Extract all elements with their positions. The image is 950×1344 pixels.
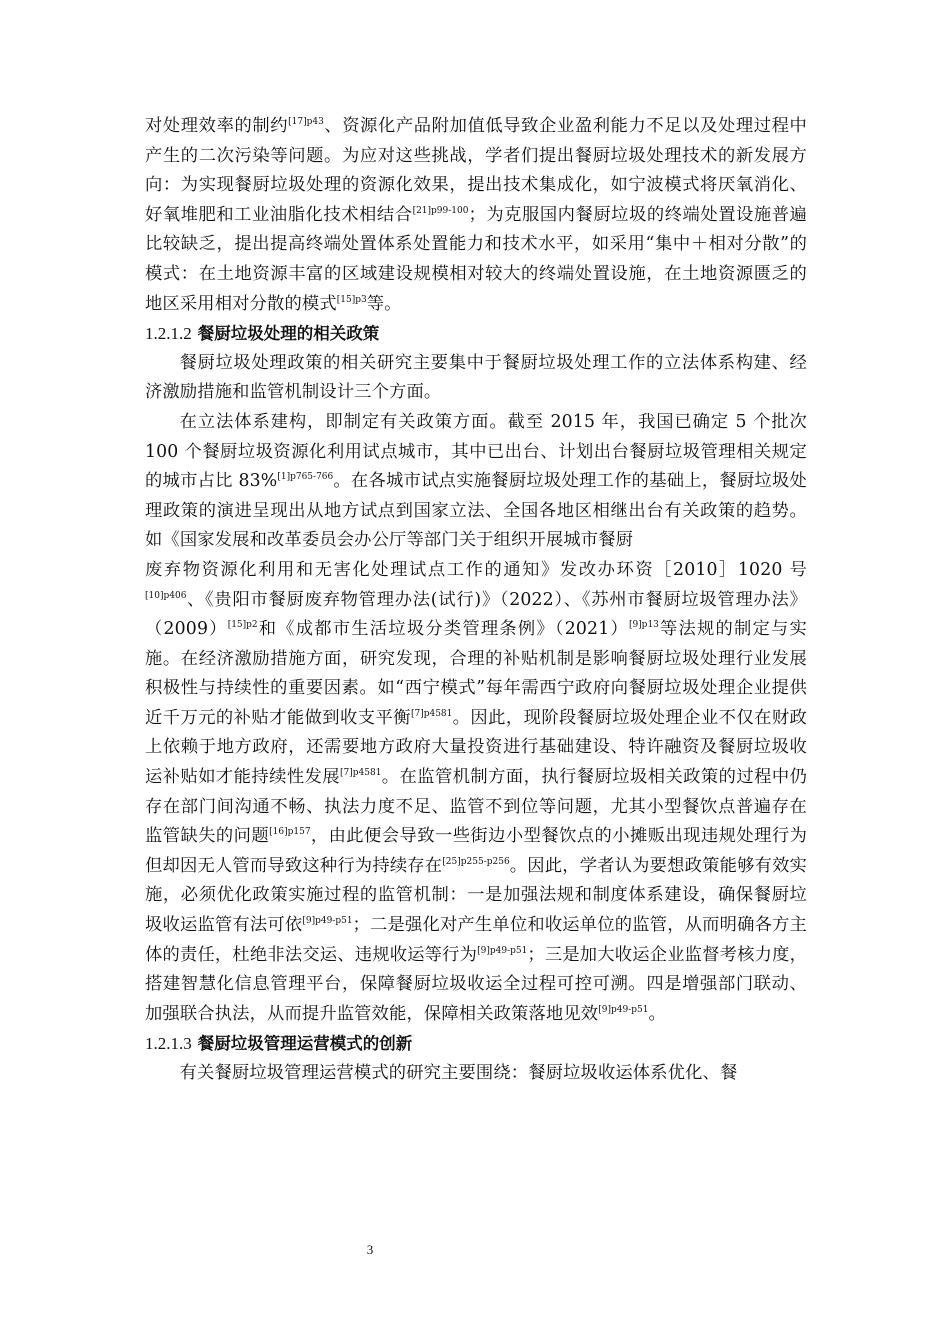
text-run: 。在监管机制方面，执行餐厨垃圾相关政策的过程中仍存在部门间沟通不畅、执法力度不足、监管不到位等问题，尤其小型餐饮点普遍存在监管缺失的问题 xyxy=(145,767,807,847)
citation-reference: [25]p255-p256 xyxy=(442,856,510,867)
body-paragraph xyxy=(145,112,807,319)
text-run: 废弃物资源化利用和无害化处理试点工作的通知》发改办环资［2010］1020 号 xyxy=(145,559,807,580)
citation-reference: [21]p99-100 xyxy=(412,205,469,216)
body-paragraph xyxy=(145,349,807,408)
text-run: 和《成都市生活垃圾分类管理条例》（2021） xyxy=(257,619,629,640)
text-run: 、《贵阳市餐厨废弃物管理办法(试行)》（2022）、《苏州市餐厨垃圾管理办法》（2009） xyxy=(145,589,807,640)
citation-reference: [10]p406 xyxy=(145,590,187,601)
text-run: 、资源化产品附加值低导致企业盈利能力不足以及处理过程中产生的二次污染等问题。为应对这些挑战，学者们提出餐厨垃圾处理技术的新发展方向：为实现餐厨垃圾处理的资源化效果，提出技术集成化，如宁波模式将厌氧消化、好氧堆肥和工业油脂化技术相结合 xyxy=(145,116,807,225)
text-run: 在立法体系建构，即制定有关政策方面。截至 2015 年，我国已确定 5 个批次 100 个餐厨垃圾资源化利用试点城市，其中已出台、计划出台餐厨垃圾管理相关规定的城市占比 83% xyxy=(145,411,807,492)
text-run: 。 xyxy=(648,1003,666,1024)
text-run: 等法规的制定与实施。在经济激励措施方面，研究发现，合理的补贴机制是影响餐厨垃圾处理行业发展积极性与持续性的重要因素。如“西宁模式”每年需西宁政府向餐厨垃圾处理企业提供近千万元的补贴才能做到收支平衡 xyxy=(145,619,807,728)
text-run: ；为克服国内餐厨垃圾的终端处置设施普遍比较缺乏，提出提高终端处置体系处置能力和技术水平，如采用“集中＋相对分散”的模式：在土地资源丰富的区域建设规模相对较大的终端处置设施，在土地资源匮乏的地区采用相对分散的模式 xyxy=(145,204,807,314)
section-heading xyxy=(145,319,807,349)
citation-reference: [15]p2 xyxy=(227,620,258,631)
citation-reference: [7]p4581 xyxy=(340,768,382,779)
page-content xyxy=(145,112,807,1089)
body-paragraph xyxy=(145,408,807,556)
text-run: 。因此，学者认为要想政策能够有效实施，必须优化政策实施过程的监管机制：一是加强法规和制度体系建设，确保餐厨垃圾收运监管有法可依 xyxy=(145,855,807,936)
section-heading xyxy=(145,1029,807,1059)
citation-reference: [17]p43 xyxy=(288,117,324,127)
citation-reference: [7]p4581 xyxy=(410,708,453,719)
text-run: 等。 xyxy=(366,293,402,314)
text-run: 。在各城市试点实施餐厨垃圾处理工作的基础上，餐厨垃圾处理政策的演进呈现出从地方试点到国家立法、全国各地区相继出台有关政策的趋势。如《国家发展和改革委员会办公厅等部门关于组织开展城市餐厨 xyxy=(145,471,807,551)
citation-reference: [1]p765-766 xyxy=(277,472,334,483)
citation-reference: [15]p3 xyxy=(336,294,367,305)
text-run: 。因此，现阶段餐厨垃圾处理企业不仅在财政上依赖于地方政府，还需要地方政府大量投资进行基础建设、特许融资及餐厨垃圾收运补贴如才能持续性发展 xyxy=(145,707,807,788)
citation-reference: [16]p157 xyxy=(269,827,311,838)
body-paragraph xyxy=(145,1059,807,1089)
page-number: 3 xyxy=(366,1242,374,1257)
citation-reference: [9]p13 xyxy=(628,620,659,631)
citation-reference: [9]p49-p51 xyxy=(598,1004,649,1015)
text-run: 餐厨垃圾处理政策的相关研究主要集中于餐厨垃圾处理工作的立法体系构建、经济激励措施和监管机制设计三个方面。 xyxy=(145,352,807,403)
section-number: 1.2.1.3 xyxy=(145,1034,192,1054)
section-title: 餐厨垃圾管理运营模式的创新 xyxy=(197,1034,413,1054)
citation-reference: [9]p49-p51 xyxy=(477,945,528,956)
citation-reference: [9]p49-p51 xyxy=(302,916,353,927)
text-run: 有关餐厨垃圾管理运营模式的研究主要围绕：餐厨垃圾收运体系优化、餐 xyxy=(179,1063,738,1083)
body-paragraph xyxy=(145,556,807,1030)
section-title: 餐厨垃圾处理的相关政策 xyxy=(197,324,380,344)
section-number: 1.2.1.2 xyxy=(145,324,192,344)
text-run: ；二是强化对产生单位和收运单位的监管，从而明确各方主体的责任，杜绝非法交运、违规收运等行为 xyxy=(145,915,807,965)
text-run: ；三是加大收运企业监督考核力度，搭建智慧化信息管理平台，保障餐厨垃圾收运全过程可控可溯。四是增强部门联动、加强联合执法，从而提升监管效能，保障相关政策落地见效 xyxy=(145,944,807,1024)
text-run: 对处理效率的制约 xyxy=(145,116,289,136)
text-run: ，由此便会导致一些街边小型餐饮点的小摊贩出现违规处理行为但却因无人管而导致这种行为持续存在 xyxy=(145,826,807,876)
